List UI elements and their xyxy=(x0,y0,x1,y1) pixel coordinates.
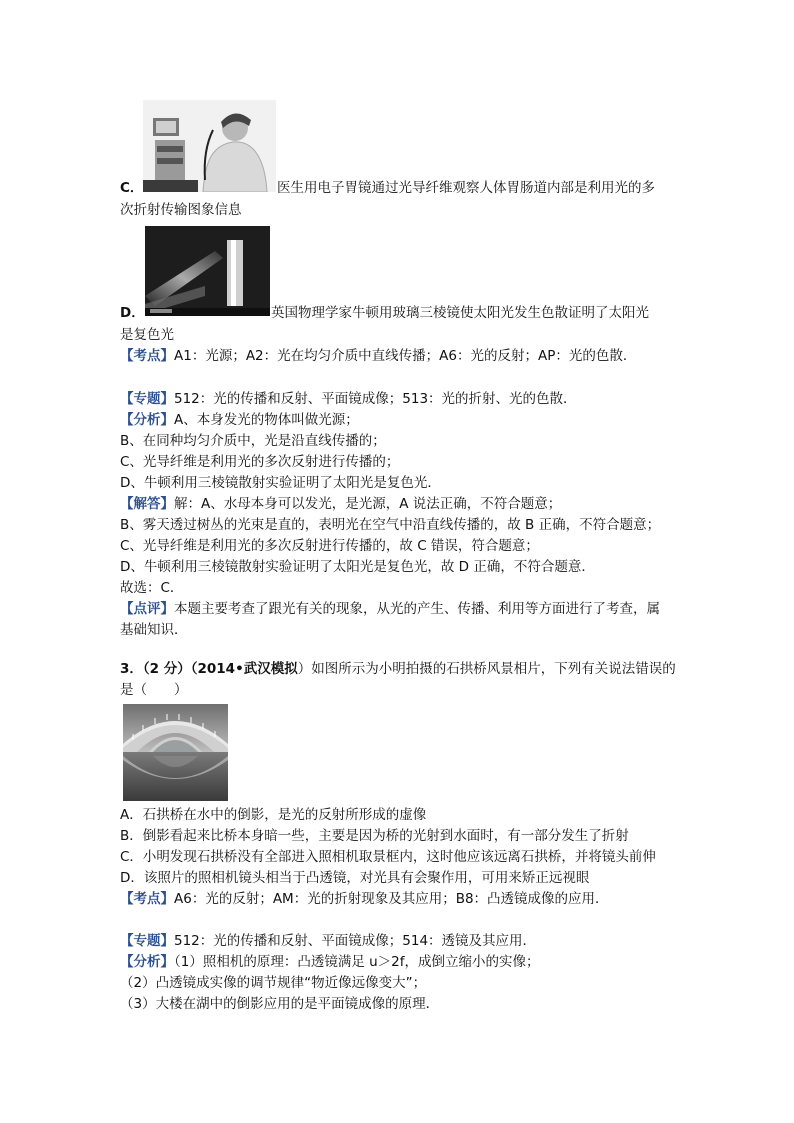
q2-dianping-text: 本题主要考查了跟光有关的现象，从光的产生、传播、利用等方面进行了考查，属 xyxy=(174,601,660,617)
q3-stem-suffix: ）如图所示为小明拍摄的石拱桥风景相片，下列有关说法错误的 xyxy=(297,661,676,677)
q2-jieda-line: C、光导纤维是利用光的多次反射进行传播的，故 C 错误，符合题意； xyxy=(120,538,539,554)
q3-fenxi-line: （2）凸透镜成实像的调节规律“物近像远像变大”； xyxy=(120,975,427,991)
q3-stem-line1 xyxy=(120,659,676,679)
q3-zhuanti-tag: 【专题】 xyxy=(120,933,174,949)
q3-zhuanti-text: 512：光的传播和反射、平面镜成像；514：透镜及其应用． xyxy=(174,933,537,949)
option-d-letter: D． xyxy=(120,305,145,321)
q2-kaodian xyxy=(120,346,636,366)
q2-jieda xyxy=(120,494,561,514)
q2-zhuanti-text: 512：光的传播和反射、平面镜成像；513：光的折射、光的色散． xyxy=(174,391,577,407)
q2-fenxi-line: B、在同种均匀介质中，光是沿直线传播的； xyxy=(120,433,386,449)
option-d-text-line2: 是复色光 xyxy=(120,327,174,343)
option-c-text-line1: 医生用电子胃镜通过光导纤维观察人体胃肠道内部是利用光的多 xyxy=(277,180,655,196)
q3-option-d: D．该照片的照相机镜头相当于凸透镜，对光具有会聚作用，可用来矫正远视眼 xyxy=(120,870,590,886)
q3-fenxi-line: （1）照相机的原理：凸透镜满足 u＞2f，成倒立缩小的实像； xyxy=(174,954,540,970)
stone-arch-bridge-photo xyxy=(123,704,228,801)
q2-dianping-line2: 基础知识． xyxy=(120,622,188,638)
q2-answer: 故选：C． xyxy=(120,580,184,596)
q2-jieda-line: 解：A、水母本身可以发光，是光源，A 说法正确，不符合题意； xyxy=(174,496,562,512)
q3-stem-line2: 是（ ） xyxy=(120,682,188,698)
q3-kaodian-tag: 【考点】 xyxy=(120,891,174,907)
q3-kaodian-text: A6：光的反射；AM：光的折射现象及其应用；B8：凸透镜成像的应用． xyxy=(174,891,609,907)
q2-fenxi-tag: 【分析】 xyxy=(120,412,174,428)
option-c-letter: C． xyxy=(120,180,144,196)
q3-fenxi-tag: 【分析】 xyxy=(120,954,174,970)
q3-source: 2014•武汉模拟 xyxy=(197,661,298,677)
q2-fenxi-line: D、牛顿利用三棱镜散射实验证明了太阳光是复色光． xyxy=(120,475,441,491)
q2-jieda-line: D、牛顿利用三棱镜散射实验证明了太阳光是复色光，故 D 正确，不符合题意． xyxy=(120,559,595,575)
q3-fenxi xyxy=(120,952,540,972)
q2-jieda-line: B、雾天透过树丛的光束是直的，表明光在空气中沿直线传播的，故 B 正确，不符合题意； xyxy=(120,517,661,533)
q2-fenxi-line: C、光导纤维是利用光的多次反射进行传播的； xyxy=(120,454,400,470)
q3-option-a: A．石拱桥在水中的倒影，是光的反射所形成的虚像 xyxy=(120,807,427,823)
q3-stem-prefix: 3．（2 分）（ xyxy=(120,661,198,677)
q3-zhuanti xyxy=(120,931,536,951)
q2-kaodian-tag: 【考点】 xyxy=(120,348,174,364)
q2-jieda-tag: 【解答】 xyxy=(120,496,174,512)
endoscope-photo xyxy=(143,100,276,192)
q2-kaodian-text: A1：光源；A2：光在均匀介质中直线传播；A6：光的反射；AP：光的色散． xyxy=(174,348,637,364)
q2-fenxi xyxy=(120,410,359,430)
q2-zhuanti-tag: 【专题】 xyxy=(120,391,174,407)
q2-zhuanti xyxy=(120,389,577,409)
option-d-text-line1: 英国物理学家牛顿用玻璃三棱镜使太阳光发生色散证明了太阳光 xyxy=(271,305,649,321)
q3-fenxi-line: （3）大楼在湖中的倒影应用的是平面镜成像的原理． xyxy=(120,996,440,1012)
prism-photo xyxy=(145,226,270,316)
q3-kaodian xyxy=(120,889,609,909)
q3-option-c: C．小明发现石拱桥没有全部进入照相机取景框内，这时他应该远离石拱桥，并将镜头前伸 xyxy=(120,849,656,865)
option-c-text-line2: 次折射传输图象信息 xyxy=(120,202,242,218)
q2-dianping-tag: 【点评】 xyxy=(120,601,174,617)
q3-option-b: B．倒影看起来比桥本身暗一些，主要是因为桥的光射到水面时，有一部分发生了折射 xyxy=(120,828,629,844)
q2-dianping xyxy=(120,599,660,619)
q2-fenxi-line: A、本身发光的物体叫做光源； xyxy=(174,412,359,428)
